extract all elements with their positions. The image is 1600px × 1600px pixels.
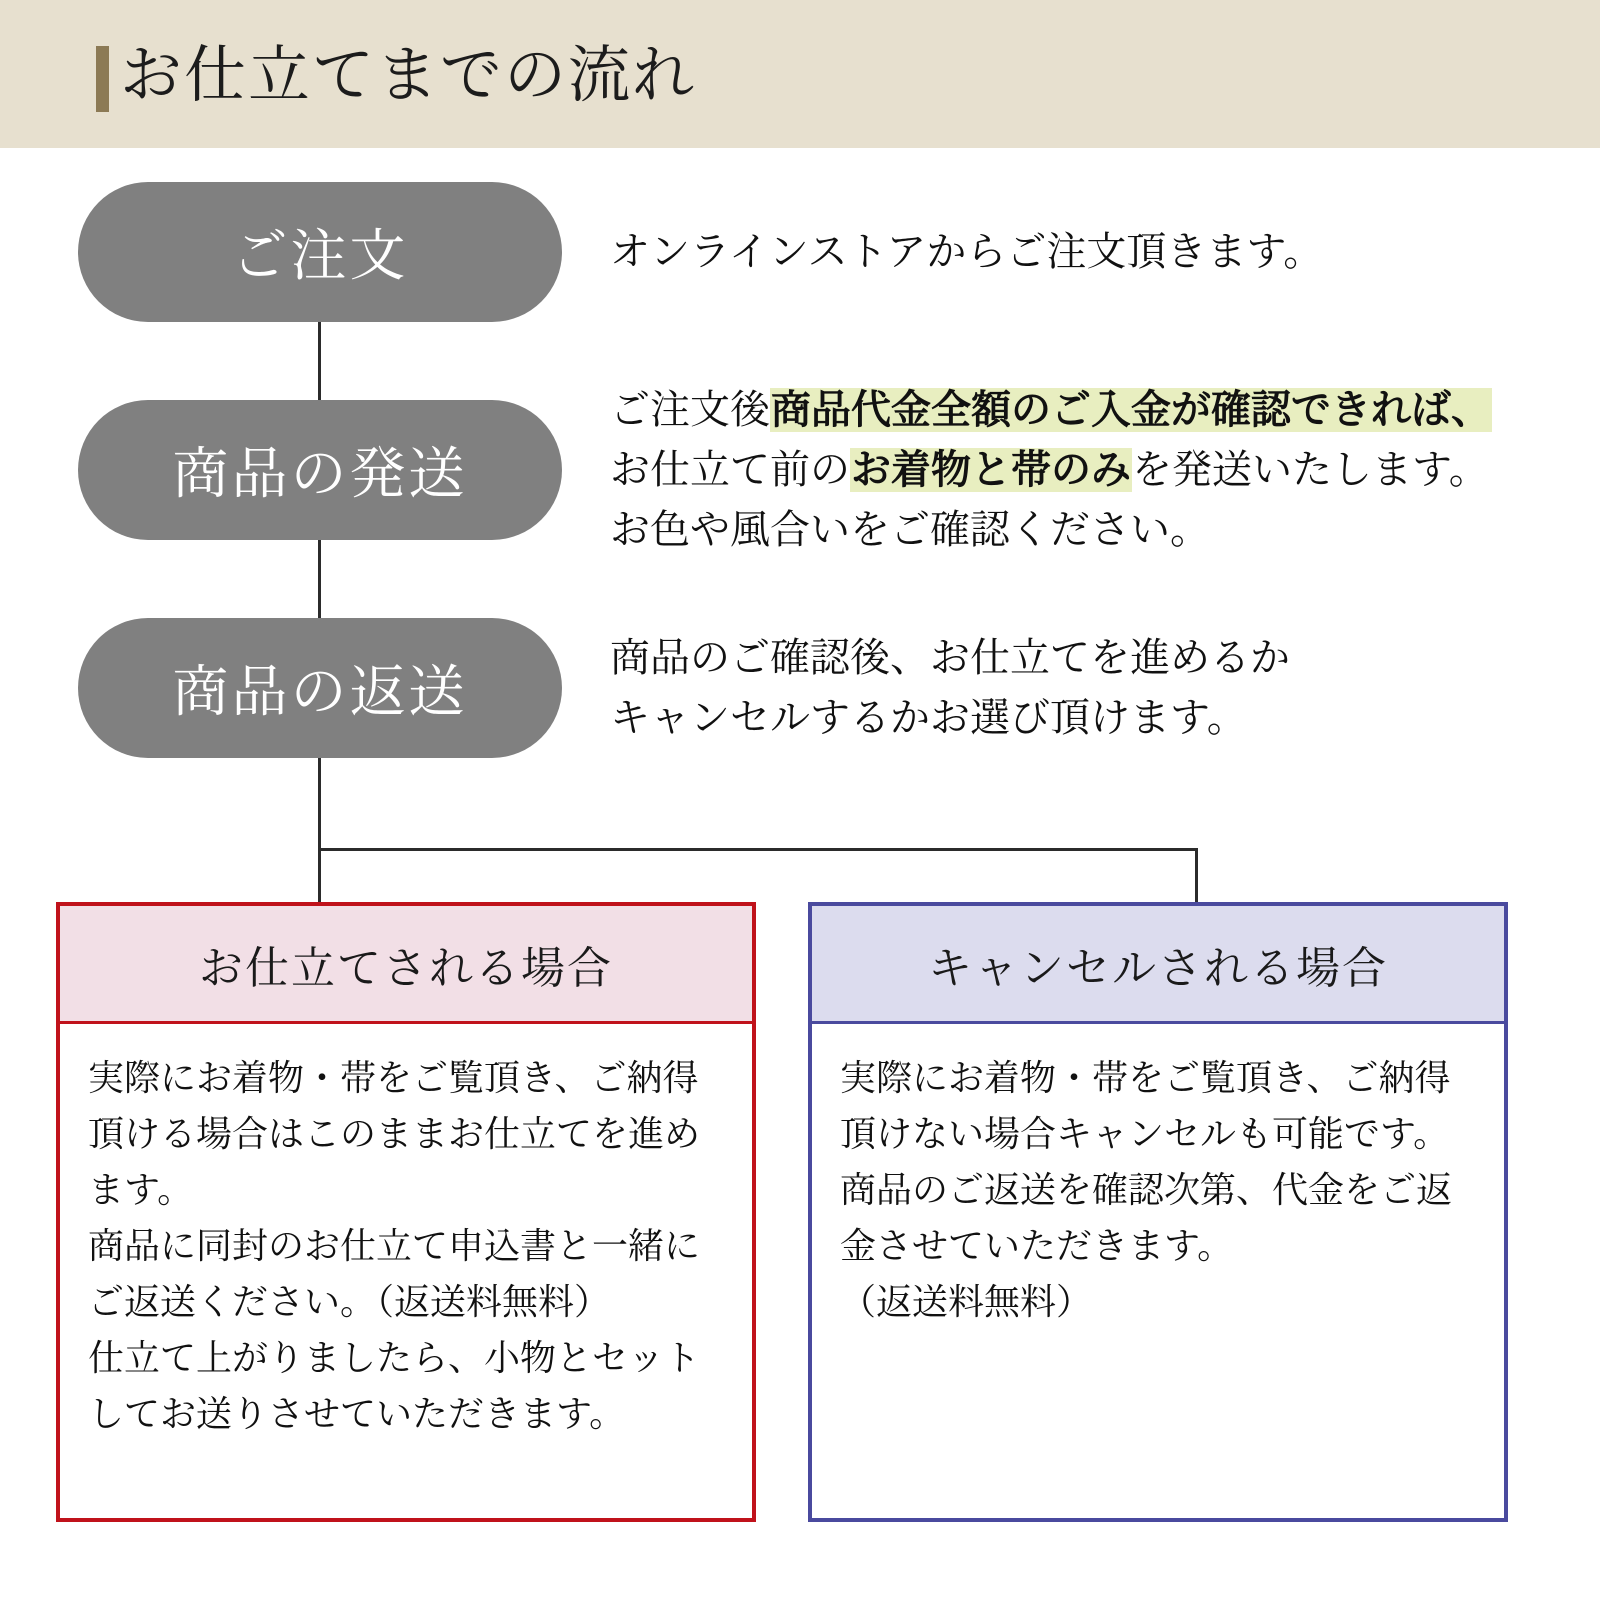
- shipping-line-1: [610, 380, 1492, 440]
- step-pill-return: [78, 618, 562, 758]
- step-description-order-line: オンラインストアからご注文頂きます。: [610, 230, 1324, 274]
- outcome-box-cancel-body: [812, 1024, 1504, 1330]
- step-pill-shipping: [78, 400, 562, 540]
- cancel-paragraph-1: 実際にお着物・帯をご覧頂き、ご納得頂けない場合キャンセルも可能です。: [840, 1057, 1451, 1154]
- step-pill-shipping-label: 商品の発送: [172, 442, 468, 505]
- step-pill-order: [78, 182, 562, 322]
- shipping-line-1-highlight: 商品代金全額のご入金が確認できれば、: [771, 388, 1491, 432]
- branch-horizontal: [318, 848, 1198, 851]
- shipping-line-2: [610, 440, 1492, 500]
- tailoring-paragraph-1: 実際にお着物・帯をご覧頂き、ご納得頂ける場合はこのままお仕立てを進めます。: [88, 1057, 701, 1210]
- connector-step2-step3: [318, 540, 321, 618]
- shipping-line-2-plain-start: お仕立て前の: [610, 448, 850, 492]
- outcome-box-cancel-title: キャンセルされる場合: [812, 906, 1504, 1024]
- outcome-box-cancel: [808, 902, 1508, 1522]
- outcome-box-tailoring-title: お仕立てされる場合: [60, 906, 752, 1024]
- tailoring-paragraph-3: 仕立て上がりましたら、小物とセットしてお送りさせていただきます。: [88, 1337, 701, 1434]
- connector-step1-step2: [318, 322, 321, 400]
- step-description-shipping: [610, 380, 1492, 560]
- branch-right-drop: [1195, 848, 1198, 904]
- step-pill-order-label: ご注文: [231, 224, 409, 287]
- step-description-return: [610, 628, 1290, 748]
- outcome-box-tailoring: [56, 902, 756, 1522]
- header-accent-bar: [96, 46, 109, 112]
- shipping-line-3: お色や風合いをご確認ください。: [610, 508, 1210, 552]
- shipping-line-2-highlight: お着物と帯のみ: [851, 448, 1131, 492]
- return-line-2: キャンセルするかお選び頂けます。: [610, 696, 1247, 740]
- step-description-order: [610, 222, 1323, 282]
- tailoring-paragraph-2: 商品に同封のお仕立て申込書と一緒にご返送ください。（返送料無料）: [88, 1225, 701, 1322]
- shipping-line-1-plain: ご注文後: [610, 388, 770, 432]
- cancel-paragraph-2: 商品のご返送を確認次第、代金をご返金させていただきます。: [840, 1169, 1453, 1266]
- connector-step3-branch: [318, 758, 321, 850]
- outcome-box-tailoring-body: [60, 1024, 752, 1442]
- cancel-paragraph-3: （返送料無料）: [840, 1281, 1093, 1322]
- return-line-1: 商品のご確認後、お仕立てを進めるか: [610, 636, 1290, 680]
- shipping-line-2-plain-end: を発送いたします。: [1132, 448, 1489, 492]
- step-pill-return-label: 商品の返送: [172, 660, 468, 723]
- page-title: お仕立てまでの流れ: [120, 41, 697, 110]
- branch-left-drop: [318, 848, 321, 904]
